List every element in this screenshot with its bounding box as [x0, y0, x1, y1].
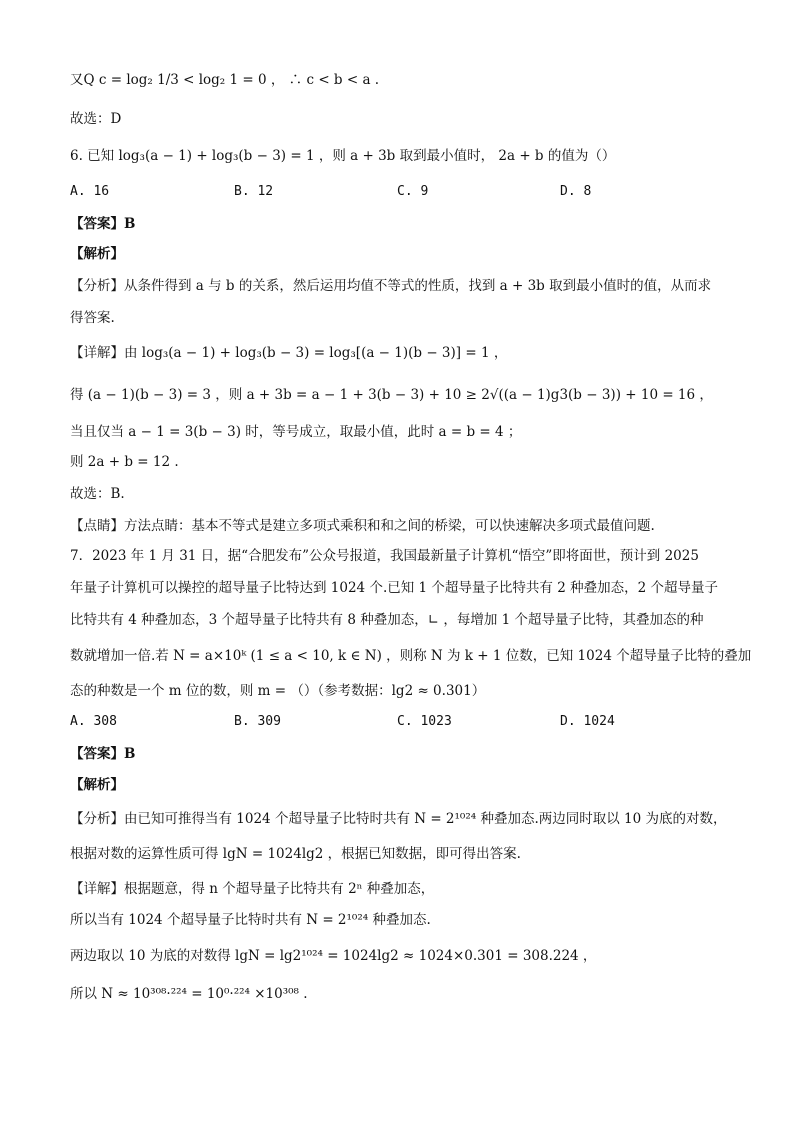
text-line: 故选：D — [70, 111, 122, 127]
detail-text: 当且仅当 a − 1 = 3(b − 3) 时，等号成立，取最小值，此时 a = b = 4 ； — [70, 424, 522, 440]
analysis-text: 【分析】从条件得到 a 与 b 的关系，然后运用均值不等式的性质，找到 a + 3b 取到最小值时的值，从而求 — [70, 278, 712, 294]
tip-text: 【点睛】方法点睛：基本不等式是建立多项式乘积和和之间的桥梁，可以快速解决多项式最值问题. — [70, 518, 655, 534]
detail-text: 所以当有 1024 个超导量子比特时共有 N = 2¹⁰²⁴ 种叠加态. — [70, 912, 431, 928]
option-c: C. 9 — [397, 184, 429, 199]
detail-text: 所以 N ≈ 10³⁰⁸·²²⁴ = 10⁰·²²⁴ ×10³⁰⁸ . — [70, 986, 308, 1002]
analysis-text: 【分析】由已知可推得当有 1024 个超导量子比特时共有 N = 2¹⁰²⁴ 种叠加态.两边同时取以 10 为底的对数， — [70, 811, 727, 827]
question-7: 数就增加一倍.若 N = a×10ᵏ (1 ≤ a < 10, k ∈ N) ，则称 N 为 k + 1 位数，已知 1024 个超导量子比特的叠加 — [70, 648, 752, 664]
question-7: 态的种数是一个 m 位的数，则 m = （）（参考数据：lg2 ≈ 0.301） — [70, 683, 486, 699]
detail-text: 【详解】根据题意，得 n 个超导量子比特共有 2ⁿ 种叠加态， — [70, 881, 435, 897]
analysis-label: 【解析】 — [70, 246, 124, 262]
option-b: B. 12 — [234, 184, 274, 199]
detail-text: 则 2a + b = 12 . — [70, 454, 179, 470]
question-6: 6. 已知 log₃(a − 1) + log₃(b − 3) = 1 ，则 a + 3b 取到最小值时， 2a + b 的值为（） — [70, 148, 616, 164]
option-b: B. 309 — [234, 714, 281, 729]
detail-text: 两边取以 10 为底的对数得 lgN = lg2¹⁰²⁴ = 1024lg2 ≈ 1024×0.301 = 308.224 ， — [70, 948, 597, 964]
analysis-label: 【解析】 — [70, 777, 124, 793]
detail-text: 得 (a − 1)(b − 3) = 3 ，则 a + 3b = a − 1 + 3(b − 3) + 10 ≥ 2√((a − 1)g3(b − 3)) + 10 = 16 ， — [70, 387, 713, 403]
option-c: C. 1023 — [397, 714, 452, 729]
answer-label: 【答案】B — [70, 216, 136, 232]
option-d: D. 1024 — [560, 714, 615, 729]
answer-label: 【答案】B — [70, 746, 136, 762]
question-7: 比特共有 4 种叠加态，3 个超导量子比特共有 8 种叠加态，∟ ，每增加 1 个超导量子比特，其叠加态的种 — [70, 612, 704, 628]
option-a: A. 308 — [70, 714, 117, 729]
analysis-text: 得答案. — [70, 310, 115, 326]
detail-text: 【详解】由 log₃(a − 1) + log₃(b − 3) = log₃[(a − 1)(b − 3)] = 1 ， — [70, 345, 508, 361]
option-d: D. 8 — [560, 184, 592, 199]
question-7: 7．2023 年 1 月 31 日，据“合肥发布”公众号报道，我国最新量子计算机“悟空”即将面世，预计到 2025 — [70, 548, 699, 564]
analysis-text: 根据对数的运算性质可得 lgN = 1024lg2 ，根据已知数据，即可得出答案. — [70, 846, 521, 862]
option-a: A. 16 — [70, 184, 110, 199]
question-7: 年量子计算机可以操控的超导量子比特达到 1024 个.已知 1 个超导量子比特共有 2 种叠加态，2 个超导量子 — [70, 580, 718, 596]
text-line: 故选：B. — [70, 486, 125, 502]
text-line: 又Q c = log₂ 1/3 < log₂ 1 = 0 ， ∴ c < b < a . — [70, 72, 380, 88]
